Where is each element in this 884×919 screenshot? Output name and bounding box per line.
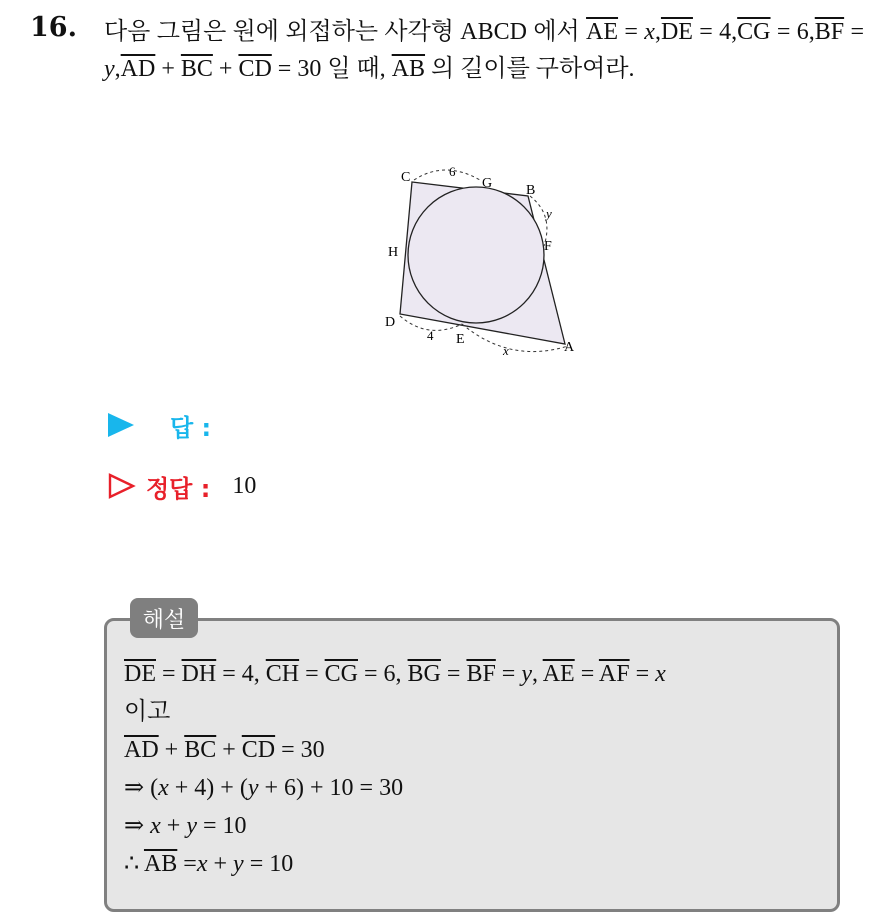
variable-x: x	[655, 661, 666, 687]
explanation-text: ∴	[124, 851, 144, 877]
segment-cg: $\overline{CG}$	[324, 661, 358, 687]
segment-cg: $\overline{CG}$	[737, 19, 771, 45]
question-text-part: 다음 그림은 원에 외접하는 사각형 ABCD 에서	[104, 19, 587, 45]
segment-bf: $\overline{BF}$	[814, 19, 845, 45]
explanation-text: = 10	[243, 851, 294, 877]
explanation-line	[124, 655, 834, 693]
label-bf-length: y	[546, 206, 552, 221]
question-text	[104, 14, 864, 88]
label-e: E	[456, 332, 465, 347]
explanation-text: =	[156, 661, 182, 687]
question-text-part: 의 길이를 구하여라.	[425, 56, 635, 82]
label-d: D	[385, 315, 396, 330]
inscribed-circle	[408, 187, 544, 323]
segment-af: $\overline{AF}$	[598, 661, 630, 687]
explanation-text: +	[158, 737, 185, 763]
segment-ab: $\overline{AB}$	[391, 56, 426, 82]
explanation-text: =	[177, 851, 197, 877]
variable-y: y	[186, 813, 197, 839]
correct-answer-value: 10	[232, 472, 257, 499]
question-text-part: =	[618, 19, 645, 45]
segment-ch: $\overline{CH}$	[265, 661, 300, 687]
answer-row	[108, 407, 211, 443]
variable-x: x	[158, 775, 169, 801]
explanation-text: =	[299, 661, 325, 687]
label-f: F	[544, 239, 552, 254]
explanation-text: =	[629, 661, 656, 687]
explanation-text: +	[216, 737, 242, 763]
question-text-part: =	[844, 19, 864, 45]
explanation-text: + 4) + (	[168, 775, 248, 801]
explanation-tab: 해설	[130, 598, 198, 638]
question-text-part: = 6,	[770, 19, 815, 45]
explanation-text: ,	[532, 661, 543, 687]
geometry-figure-svg	[370, 160, 590, 370]
question-text-part: +	[212, 56, 239, 82]
segment-ad: $\overline{AD}$	[124, 737, 159, 763]
segment-bf: $\overline{BF}$	[466, 661, 496, 687]
explanation-text: ⇒	[124, 813, 151, 839]
variable-x: x	[644, 19, 655, 45]
label-ae-length: x	[503, 343, 509, 358]
variable-x: x	[196, 851, 208, 877]
outline-triangle-icon	[108, 473, 136, 499]
label-g: G	[482, 176, 493, 191]
segment-bc: $\overline{BC}$	[184, 737, 217, 763]
segment-bc: $\overline{BC}$	[180, 56, 213, 82]
segment-cd: $\overline{CD}$	[241, 737, 276, 763]
geometry-figure	[370, 160, 590, 374]
explanation-text: +	[207, 851, 234, 877]
variable-y: y	[104, 56, 115, 82]
label-cg-length: 6	[449, 164, 456, 179]
segment-de: $\overline{DE}$	[660, 19, 693, 45]
explanation-lines	[124, 655, 834, 883]
explanation-text: 이고	[124, 699, 171, 725]
explanation-text: + 6) + 10 = 30	[258, 775, 404, 801]
question-text-part: +	[155, 56, 181, 82]
label-de-length: 4	[427, 328, 434, 343]
answer-label: 답 :	[170, 413, 212, 442]
segment-ae: $\overline{AE}$	[542, 661, 575, 687]
question-number: 16.	[30, 12, 77, 43]
explanation-text: = 4,	[216, 661, 266, 687]
label-a: A	[564, 340, 575, 355]
question-text-part: = 30 일 때,	[271, 56, 392, 82]
explanation-text: ⇒ (	[124, 775, 159, 801]
segment-de: $\overline{DE}$	[124, 661, 156, 687]
explanation-text: =	[574, 661, 599, 687]
segment-ad: $\overline{AD}$	[120, 56, 156, 82]
explanation-text: =	[495, 661, 522, 687]
question-text-part: ,	[114, 56, 121, 82]
explanation-line	[124, 693, 834, 731]
explanation-line	[124, 807, 834, 845]
segment-cd: $\overline{CD}$	[238, 56, 272, 82]
segment-bg: $\overline{BG}$	[407, 661, 441, 687]
explanation-line	[124, 845, 834, 883]
question-text-part: ,	[654, 19, 661, 45]
question-text-part: = 4,	[692, 19, 738, 45]
explanation-line	[124, 769, 834, 807]
explanation-text: +	[160, 813, 187, 839]
label-b: B	[526, 183, 536, 198]
variable-x: x	[150, 813, 161, 839]
segment-ae: $\overline{AE}$	[586, 19, 619, 45]
arc-cg	[414, 170, 480, 180]
correct-answer-label: 정답 :	[146, 474, 211, 503]
segment-ab: $\overline{AB}$	[143, 851, 178, 877]
variable-y: y	[233, 851, 244, 877]
variable-y: y	[521, 661, 532, 687]
explanation-text: =	[440, 661, 467, 687]
label-h: H	[388, 245, 399, 260]
explanation-text: = 6,	[358, 661, 408, 687]
label-c: C	[401, 170, 411, 185]
segment-dh: $\overline{DH}$	[181, 661, 217, 687]
variable-y: y	[247, 775, 259, 801]
explanation-line	[124, 731, 834, 769]
explanation-text: = 30	[275, 737, 325, 763]
correct-answer-row	[108, 468, 256, 504]
play-triangle-icon	[108, 413, 134, 437]
explanation-text: = 10	[196, 813, 247, 839]
